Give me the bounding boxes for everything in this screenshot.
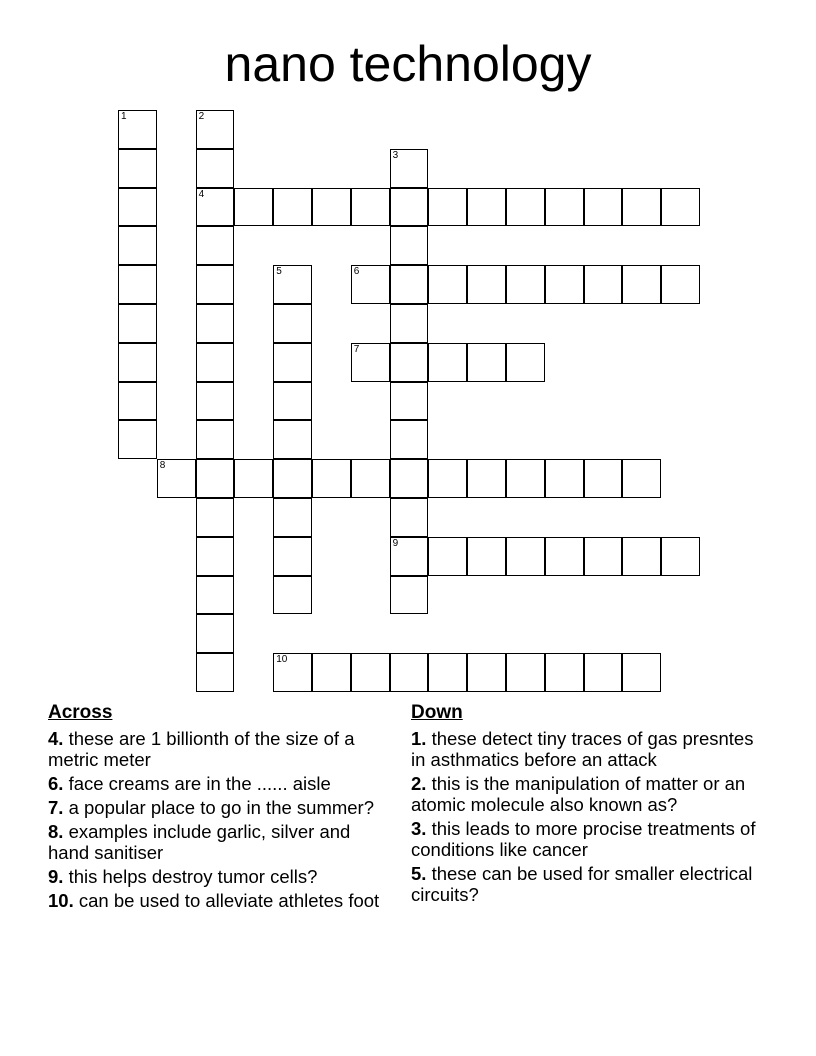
grid-cell[interactable] xyxy=(467,265,506,304)
grid-cell[interactable] xyxy=(390,576,429,615)
clue-number: 4. xyxy=(48,728,64,749)
grid-cell[interactable] xyxy=(196,537,235,576)
clue-down-5 xyxy=(411,863,771,905)
grid-cell[interactable] xyxy=(273,420,312,459)
grid-cell[interactable] xyxy=(584,265,623,304)
grid-cell[interactable] xyxy=(622,459,661,498)
grid-cell[interactable] xyxy=(312,459,351,498)
puzzle-title: nano technology xyxy=(224,36,592,92)
grid-cell[interactable] xyxy=(390,459,429,498)
across-heading: Across xyxy=(48,702,113,723)
grid-cell[interactable] xyxy=(196,188,235,227)
grid-cell[interactable] xyxy=(118,149,157,188)
grid-cell[interactable] xyxy=(196,420,235,459)
grid-cell[interactable] xyxy=(234,188,273,227)
grid-cell[interactable] xyxy=(390,653,429,692)
cell-number: 8 xyxy=(159,460,166,472)
grid-cell[interactable] xyxy=(661,188,700,227)
clue-number: 6. xyxy=(48,773,64,794)
grid-cell[interactable] xyxy=(545,459,584,498)
grid-cell[interactable] xyxy=(157,459,196,498)
clue-text: this is the manipulation of matter or an atomic molecule also known as? xyxy=(411,773,746,815)
grid-cell[interactable] xyxy=(196,498,235,537)
grid-cell[interactable] xyxy=(273,188,312,227)
clue-number: 10. xyxy=(48,890,74,911)
clue-text: this helps destroy tumor cells? xyxy=(68,866,318,887)
grid-cell[interactable] xyxy=(545,188,584,227)
grid-cell[interactable] xyxy=(428,459,467,498)
cell-number: 4 xyxy=(198,188,205,200)
clue-text: can be used to alleviate athletes foot xyxy=(78,890,380,911)
grid-cell[interactable] xyxy=(312,188,351,227)
grid-cell[interactable] xyxy=(118,420,157,459)
grid-cell[interactable] xyxy=(196,459,235,498)
grid-cell[interactable] xyxy=(118,110,157,149)
grid-cell[interactable] xyxy=(428,343,467,382)
grid-cell[interactable] xyxy=(351,653,390,692)
grid-cell[interactable] xyxy=(390,188,429,227)
clue-text: this leads to more procise treatments of conditions like cancer xyxy=(411,818,756,860)
grid-cell[interactable] xyxy=(467,459,506,498)
grid-cell[interactable] xyxy=(622,188,661,227)
grid-cell[interactable] xyxy=(390,226,429,265)
grid-cell[interactable] xyxy=(390,420,429,459)
grid-cell[interactable] xyxy=(390,537,429,576)
grid-cell[interactable] xyxy=(622,653,661,692)
grid-cell[interactable] xyxy=(506,653,545,692)
grid-cell[interactable] xyxy=(196,382,235,421)
grid-cell[interactable] xyxy=(196,304,235,343)
clue-across-10 xyxy=(48,890,388,911)
grid-cell[interactable] xyxy=(273,537,312,576)
grid-cell[interactable] xyxy=(390,498,429,537)
clue-number: 8. xyxy=(48,821,64,842)
cell-number: 7 xyxy=(353,343,360,355)
grid-cell[interactable] xyxy=(118,188,157,227)
grid-cell[interactable] xyxy=(118,382,157,421)
grid-cell[interactable] xyxy=(584,459,623,498)
grid-cell[interactable] xyxy=(273,459,312,498)
grid-cell[interactable] xyxy=(196,343,235,382)
grid-cell[interactable] xyxy=(118,343,157,382)
grid-cell[interactable] xyxy=(196,110,235,149)
clue-number: 9. xyxy=(48,866,64,887)
clue-number: 3. xyxy=(411,818,427,839)
grid-cell[interactable] xyxy=(545,265,584,304)
down-clues xyxy=(411,702,771,908)
grid-cell[interactable] xyxy=(273,343,312,382)
grid-cell[interactable] xyxy=(506,537,545,576)
grid-cell[interactable] xyxy=(661,265,700,304)
clue-number: 5. xyxy=(411,863,427,884)
grid-cell[interactable] xyxy=(467,537,506,576)
clue-text: these detect tiny traces of gas presntes in asthmatics before an attack xyxy=(411,728,754,770)
grid-cell[interactable] xyxy=(196,265,235,304)
grid-cell[interactable] xyxy=(118,304,157,343)
down-heading: Down xyxy=(411,702,463,723)
grid-cell[interactable] xyxy=(351,265,390,304)
grid-cell[interactable] xyxy=(390,343,429,382)
grid-cell[interactable] xyxy=(351,188,390,227)
clue-text: these are 1 billionth of the size of a metric meter xyxy=(48,728,355,770)
cell-number: 9 xyxy=(392,537,399,549)
grid-cell[interactable] xyxy=(273,382,312,421)
clue-down-1 xyxy=(411,728,771,770)
grid-cell[interactable] xyxy=(428,537,467,576)
clue-number: 1. xyxy=(411,728,427,749)
grid-cell[interactable] xyxy=(273,498,312,537)
grid-cell[interactable] xyxy=(312,653,351,692)
across-clues xyxy=(48,702,388,914)
grid-cell[interactable] xyxy=(273,576,312,615)
grid-cell[interactable] xyxy=(118,226,157,265)
grid-cell[interactable] xyxy=(390,382,429,421)
grid-cell[interactable] xyxy=(584,188,623,227)
grid-cell[interactable] xyxy=(428,653,467,692)
clue-across-4 xyxy=(48,728,388,770)
grid-cell[interactable] xyxy=(467,343,506,382)
cell-number: 3 xyxy=(392,149,399,161)
clue-across-6 xyxy=(48,773,388,794)
grid-cell[interactable] xyxy=(467,653,506,692)
grid-cell[interactable] xyxy=(273,265,312,304)
cell-number: 10 xyxy=(276,654,288,666)
grid-cell[interactable] xyxy=(506,188,545,227)
clue-text: examples include garlic, silver and hand sanitiser xyxy=(48,821,351,863)
cell-number: 1 xyxy=(121,111,127,122)
cell-number: 5 xyxy=(276,266,282,278)
grid-cell[interactable] xyxy=(545,653,584,692)
grid-cell[interactable] xyxy=(196,614,235,653)
grid-cell[interactable] xyxy=(584,653,623,692)
grid-cell[interactable] xyxy=(118,265,157,304)
grid-cell[interactable] xyxy=(506,459,545,498)
clue-down-2 xyxy=(411,773,771,815)
grid-cell[interactable] xyxy=(584,537,623,576)
clue-text: a popular place to go in the summer? xyxy=(68,797,375,818)
cell-number: 2 xyxy=(198,111,205,122)
clue-number: 2. xyxy=(411,773,427,794)
grid-cell[interactable] xyxy=(273,304,312,343)
grid-cell[interactable] xyxy=(390,149,429,188)
grid-cell[interactable] xyxy=(622,537,661,576)
grid-cell[interactable] xyxy=(196,576,235,615)
grid-cell[interactable] xyxy=(196,653,235,692)
clue-number: 7. xyxy=(48,797,64,818)
clue-across-9 xyxy=(48,866,388,887)
grid-cell[interactable] xyxy=(351,343,390,382)
grid-cell[interactable] xyxy=(351,459,390,498)
clue-text: these can be used for smaller electrical circuits? xyxy=(411,863,753,905)
cell-number: 6 xyxy=(353,266,360,278)
clue-across-7 xyxy=(48,797,388,818)
grid-cell[interactable] xyxy=(196,149,235,188)
grid-cell[interactable] xyxy=(622,265,661,304)
grid-cell[interactable] xyxy=(661,537,700,576)
grid-cell[interactable] xyxy=(273,653,312,692)
grid-cell[interactable] xyxy=(545,537,584,576)
clue-down-3 xyxy=(411,818,771,860)
clue-across-8 xyxy=(48,821,388,863)
grid-cell[interactable] xyxy=(428,188,467,227)
grid-cell[interactable] xyxy=(196,226,235,265)
grid-cell[interactable] xyxy=(390,265,429,304)
grid-cell[interactable] xyxy=(506,265,545,304)
grid-cell[interactable] xyxy=(390,304,429,343)
grid-cell[interactable] xyxy=(506,343,545,382)
grid-cell[interactable] xyxy=(234,459,273,498)
grid-cell[interactable] xyxy=(428,265,467,304)
clue-text: face creams are in the ...... aisle xyxy=(68,773,331,794)
grid-cell[interactable] xyxy=(467,188,506,227)
